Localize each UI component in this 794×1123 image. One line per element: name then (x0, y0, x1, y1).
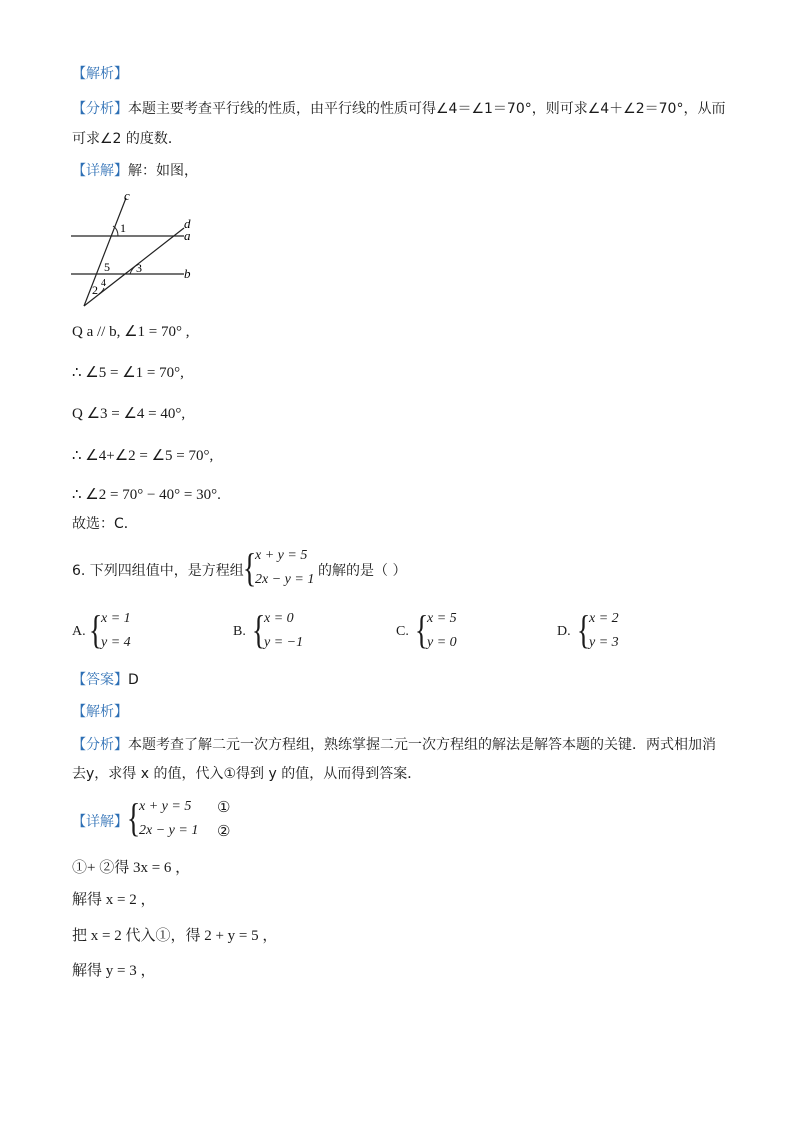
option-a-row-1: x = 1 (101, 611, 131, 626)
option-d-row-2: y = 3 (589, 635, 619, 650)
xiangjie2-system-brace: { (126, 795, 141, 840)
label-1: 1 (120, 221, 126, 235)
label-3: 3 (136, 261, 142, 275)
label-2: 2 (92, 283, 98, 297)
option-a-brace: { (88, 607, 103, 652)
option-d-brace: { (576, 607, 591, 652)
step-5: ∴ ∠2 = 70° − 40° = 30°. (72, 487, 221, 503)
step-3: Q ∠3 = ∠4 = 40°, (72, 406, 186, 422)
option-d-label: D. (557, 624, 571, 639)
solve-step-4: 解得 y = 3 ， (72, 963, 156, 979)
q6-system-brace: { (242, 545, 257, 590)
xiangjie2-tag: 【详解】 (72, 814, 128, 830)
option-a-label: A. (72, 624, 86, 639)
step-2: ∴ ∠5 = ∠1 = 70°, (72, 365, 184, 381)
xiangjie2-system-row-1: x + y = 5 (139, 799, 192, 814)
fenxi2-paragraph-line-1 (72, 735, 716, 755)
step-4: ∴ ∠4+∠2 = ∠5 = 70°, (72, 448, 214, 464)
option-b-brace: { (251, 607, 266, 652)
label-b: b (184, 266, 191, 281)
fenxi2-paragraph-line-2: 去y，求得 x 的值，代入①得到 y 的值，从而得到答案． (72, 766, 422, 782)
answer-line: 故选：C． (72, 516, 138, 532)
label-a: a (184, 228, 191, 243)
eq-mark-2: ② (217, 824, 231, 840)
daan-line (72, 670, 139, 690)
q6-system-row-1: x + y = 5 (255, 548, 308, 563)
daan-value: D (128, 672, 139, 688)
q6-stem-prefix: 6. 下列四组值中，是方程组 (72, 563, 244, 579)
solve-step-3: 把 x = 2 代入①，得 2 + y = 5 ， (72, 928, 278, 944)
eq-mark-1: ① (217, 800, 231, 816)
fenxi-text: 本题主要考查平行线的性质，由平行线的性质可得∠4＝∠1＝70°，则可求∠4＋∠2＝70°，从而 (128, 101, 726, 117)
solve-step-2: 解得 x = 2 ， (72, 892, 156, 908)
option-b-row-2: y = −1 (264, 635, 304, 650)
label-c: c (124, 188, 130, 203)
xiangjie-text: 解：如图， (128, 163, 198, 179)
option-c-brace: { (414, 607, 429, 652)
option-b-label: B. (233, 624, 246, 639)
fenxi2-tag: 【分析】 (72, 737, 128, 753)
fenxi-paragraph-line-2: 可求∠2 的度数． (72, 131, 182, 147)
label-5: 5 (104, 260, 110, 274)
label-4: 4 (101, 278, 106, 289)
option-c-row-1: x = 5 (427, 611, 457, 626)
q6-system-row-2: 2x − y = 1 (255, 572, 315, 587)
xiangjie2-system-row-2: 2x − y = 1 (139, 823, 199, 838)
option-b-row-1: x = 0 (264, 611, 294, 626)
jiexi-heading-2: 【解析】 (72, 704, 128, 720)
fenxi-tag: 【分析】 (72, 101, 128, 117)
jiexi-heading: 【解析】 (72, 66, 128, 82)
fenxi-paragraph-line-1 (72, 99, 725, 119)
solve-step-1: ①+ ②得 3x = 6 ， (72, 860, 191, 876)
label-d: d (184, 216, 191, 231)
xiangjie-tag: 【详解】 (72, 163, 128, 179)
daan-tag: 【答案】 (72, 672, 128, 688)
step-1: Q a // b, ∠1 = 70° , (72, 324, 190, 340)
xiangjie-line (72, 161, 198, 181)
option-a-row-2: y = 4 (101, 635, 131, 650)
option-d-row-1: x = 2 (589, 611, 619, 626)
option-c-row-2: y = 0 (427, 635, 457, 650)
option-c-label: C. (396, 624, 409, 639)
fenxi2-text: 本题考查了解二元一次方程组，熟练掌握二元一次方程组的解法是解答本题的关键．两式相加消 (128, 737, 716, 753)
parallel-lines-figure (66, 188, 206, 308)
q6-stem-suffix: 的解的是（ ） (318, 563, 407, 579)
